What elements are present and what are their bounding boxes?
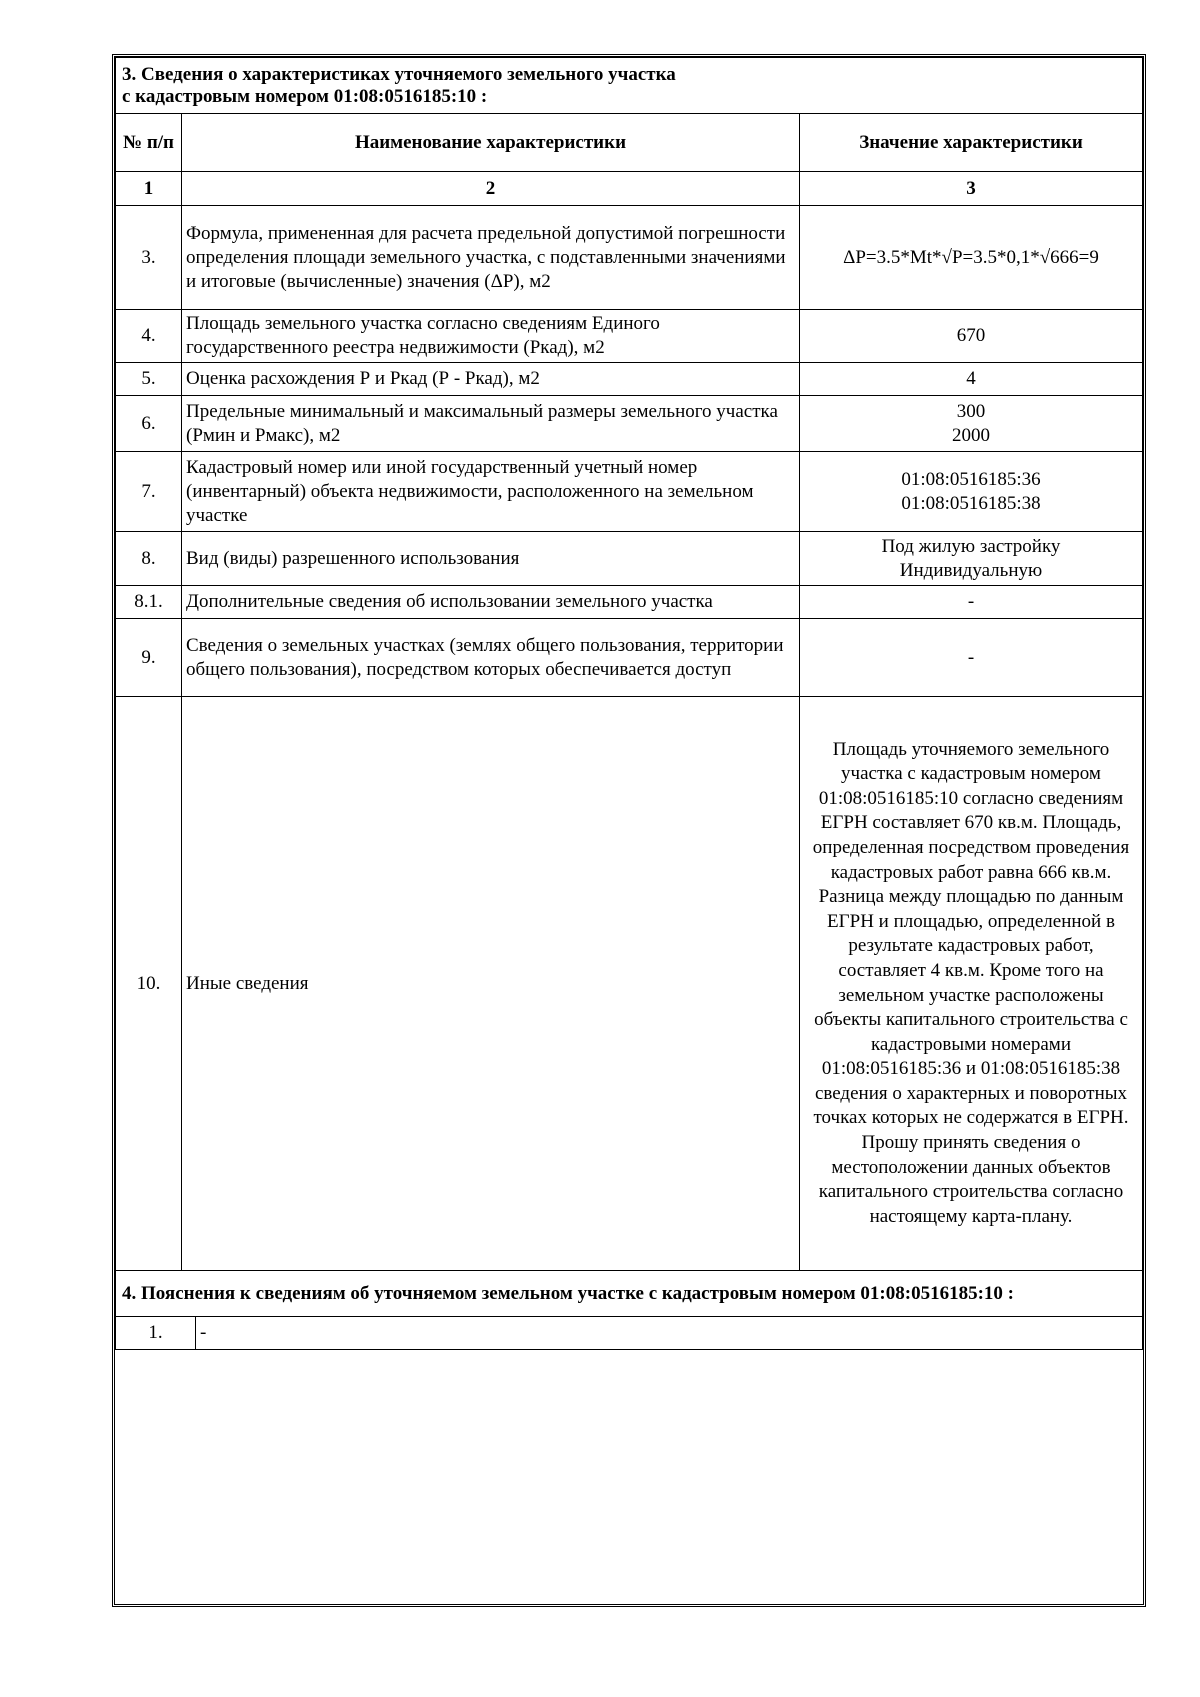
row-value: 01:08:0516185:36 01:08:0516185:38 — [800, 452, 1143, 532]
row-num: 8. — [116, 532, 182, 586]
table-row — [116, 206, 1143, 310]
section4-title: 4. Пояснения к сведениям об уточняемом земельном участке с кадастровым номером 01:08:0516185:10 : — [116, 1271, 1143, 1317]
row-num: 8.1. — [116, 586, 182, 619]
table-row — [116, 396, 1143, 452]
section3-title-line2: с кадастровым номером 01:08:0516185:10 : — [122, 85, 488, 107]
row-name: Оценка расхождения Р и Ркад (Р - Ркад), м2 — [182, 363, 800, 396]
column-header-name: Наименование характеристики — [182, 114, 800, 172]
row-name: Вид (виды) разрешенного использования — [182, 532, 800, 586]
row-name: Предельные минимальный и максимальный размеры земельного участка (Рмин и Рмакс), м2 — [182, 396, 800, 452]
column-number-1: 1 — [116, 172, 182, 206]
row-value: Площадь уточняемого земельного участка с кадастровым номером 01:08:0516185:10 согласно сведениям ЕГРН составляет 670 кв.м. Площадь, определенная посредством проведения кадастровых работ равна 666 кв.м. Разница между площадью по данным ЕГРН и площадью, определенной в результате кадастровых работ, составляет 4 кв.м. Кроме того на земельном участке расположены объекты капитального строительства с кадастровыми номерами 01:08:0516185:36 и 01:08:0516185:38 сведения о характерных и поворотных точках которых не содержатся в ЕГРН. Прошу принять сведения о местоположении данных объектов капитального строительства согласно настоящему карта-плану. — [800, 697, 1143, 1271]
characteristics-table — [115, 57, 1143, 1317]
row-value: 670 — [800, 310, 1143, 363]
explanation-text: - — [196, 1317, 1143, 1350]
row-num: 7. — [116, 452, 182, 532]
column-header-value: Значение характеристики — [800, 114, 1143, 172]
row-num: 10. — [116, 697, 182, 1271]
row-name: Площадь земельного участка согласно сведениям Единого государственного реестра недвижимости (Ркад), м2 — [182, 310, 800, 363]
row-name: Сведения о земельных участках (землях общего пользования, территории общего пользования), посредством которых обеспечивается доступ — [182, 619, 800, 697]
row-num: 4. — [116, 310, 182, 363]
row-num: 9. — [116, 619, 182, 697]
row-num: 5. — [116, 363, 182, 396]
row-name: Дополнительные сведения об использовании земельного участка — [182, 586, 800, 619]
row-num: 3. — [116, 206, 182, 310]
column-header-num: № п/п — [116, 114, 182, 172]
table-row — [116, 619, 1143, 697]
column-number-2: 2 — [182, 172, 800, 206]
row-value: Под жилую застройку Индивидуальную — [800, 532, 1143, 586]
table-row — [116, 452, 1143, 532]
section3-title — [116, 58, 1143, 114]
table-row — [116, 363, 1143, 396]
row-value: - — [800, 619, 1143, 697]
table-row — [116, 697, 1143, 1271]
row-name: Кадастровый номер или иной государственный учетный номер (инвентарный) объекта недвижимости, расположенного на земельном участке — [182, 452, 800, 532]
column-number-3: 3 — [800, 172, 1143, 206]
row-value: 300 2000 — [800, 396, 1143, 452]
row-name: Иные сведения — [182, 697, 800, 1271]
row-value: 4 — [800, 363, 1143, 396]
table-row — [116, 532, 1143, 586]
explanations-table — [115, 1316, 1143, 1350]
table-row — [116, 586, 1143, 619]
row-value: ΔP=3.5*Mt*√P=3.5*0,1*√666=9 — [800, 206, 1143, 310]
section3-title-line1: 3. Сведения о характеристиках уточняемого земельного участка — [122, 63, 676, 85]
explanation-num: 1. — [116, 1317, 196, 1350]
list-item — [116, 1317, 1143, 1350]
table-row — [116, 310, 1143, 363]
row-num: 6. — [116, 396, 182, 452]
document-frame — [112, 54, 1146, 1607]
row-value: - — [800, 586, 1143, 619]
row-name: Формула, примененная для расчета предельной допустимой погрешности определения площади земельного участка, с подставленными значениями и итоговые (вычисленные) значения (ΔP), м2 — [182, 206, 800, 310]
